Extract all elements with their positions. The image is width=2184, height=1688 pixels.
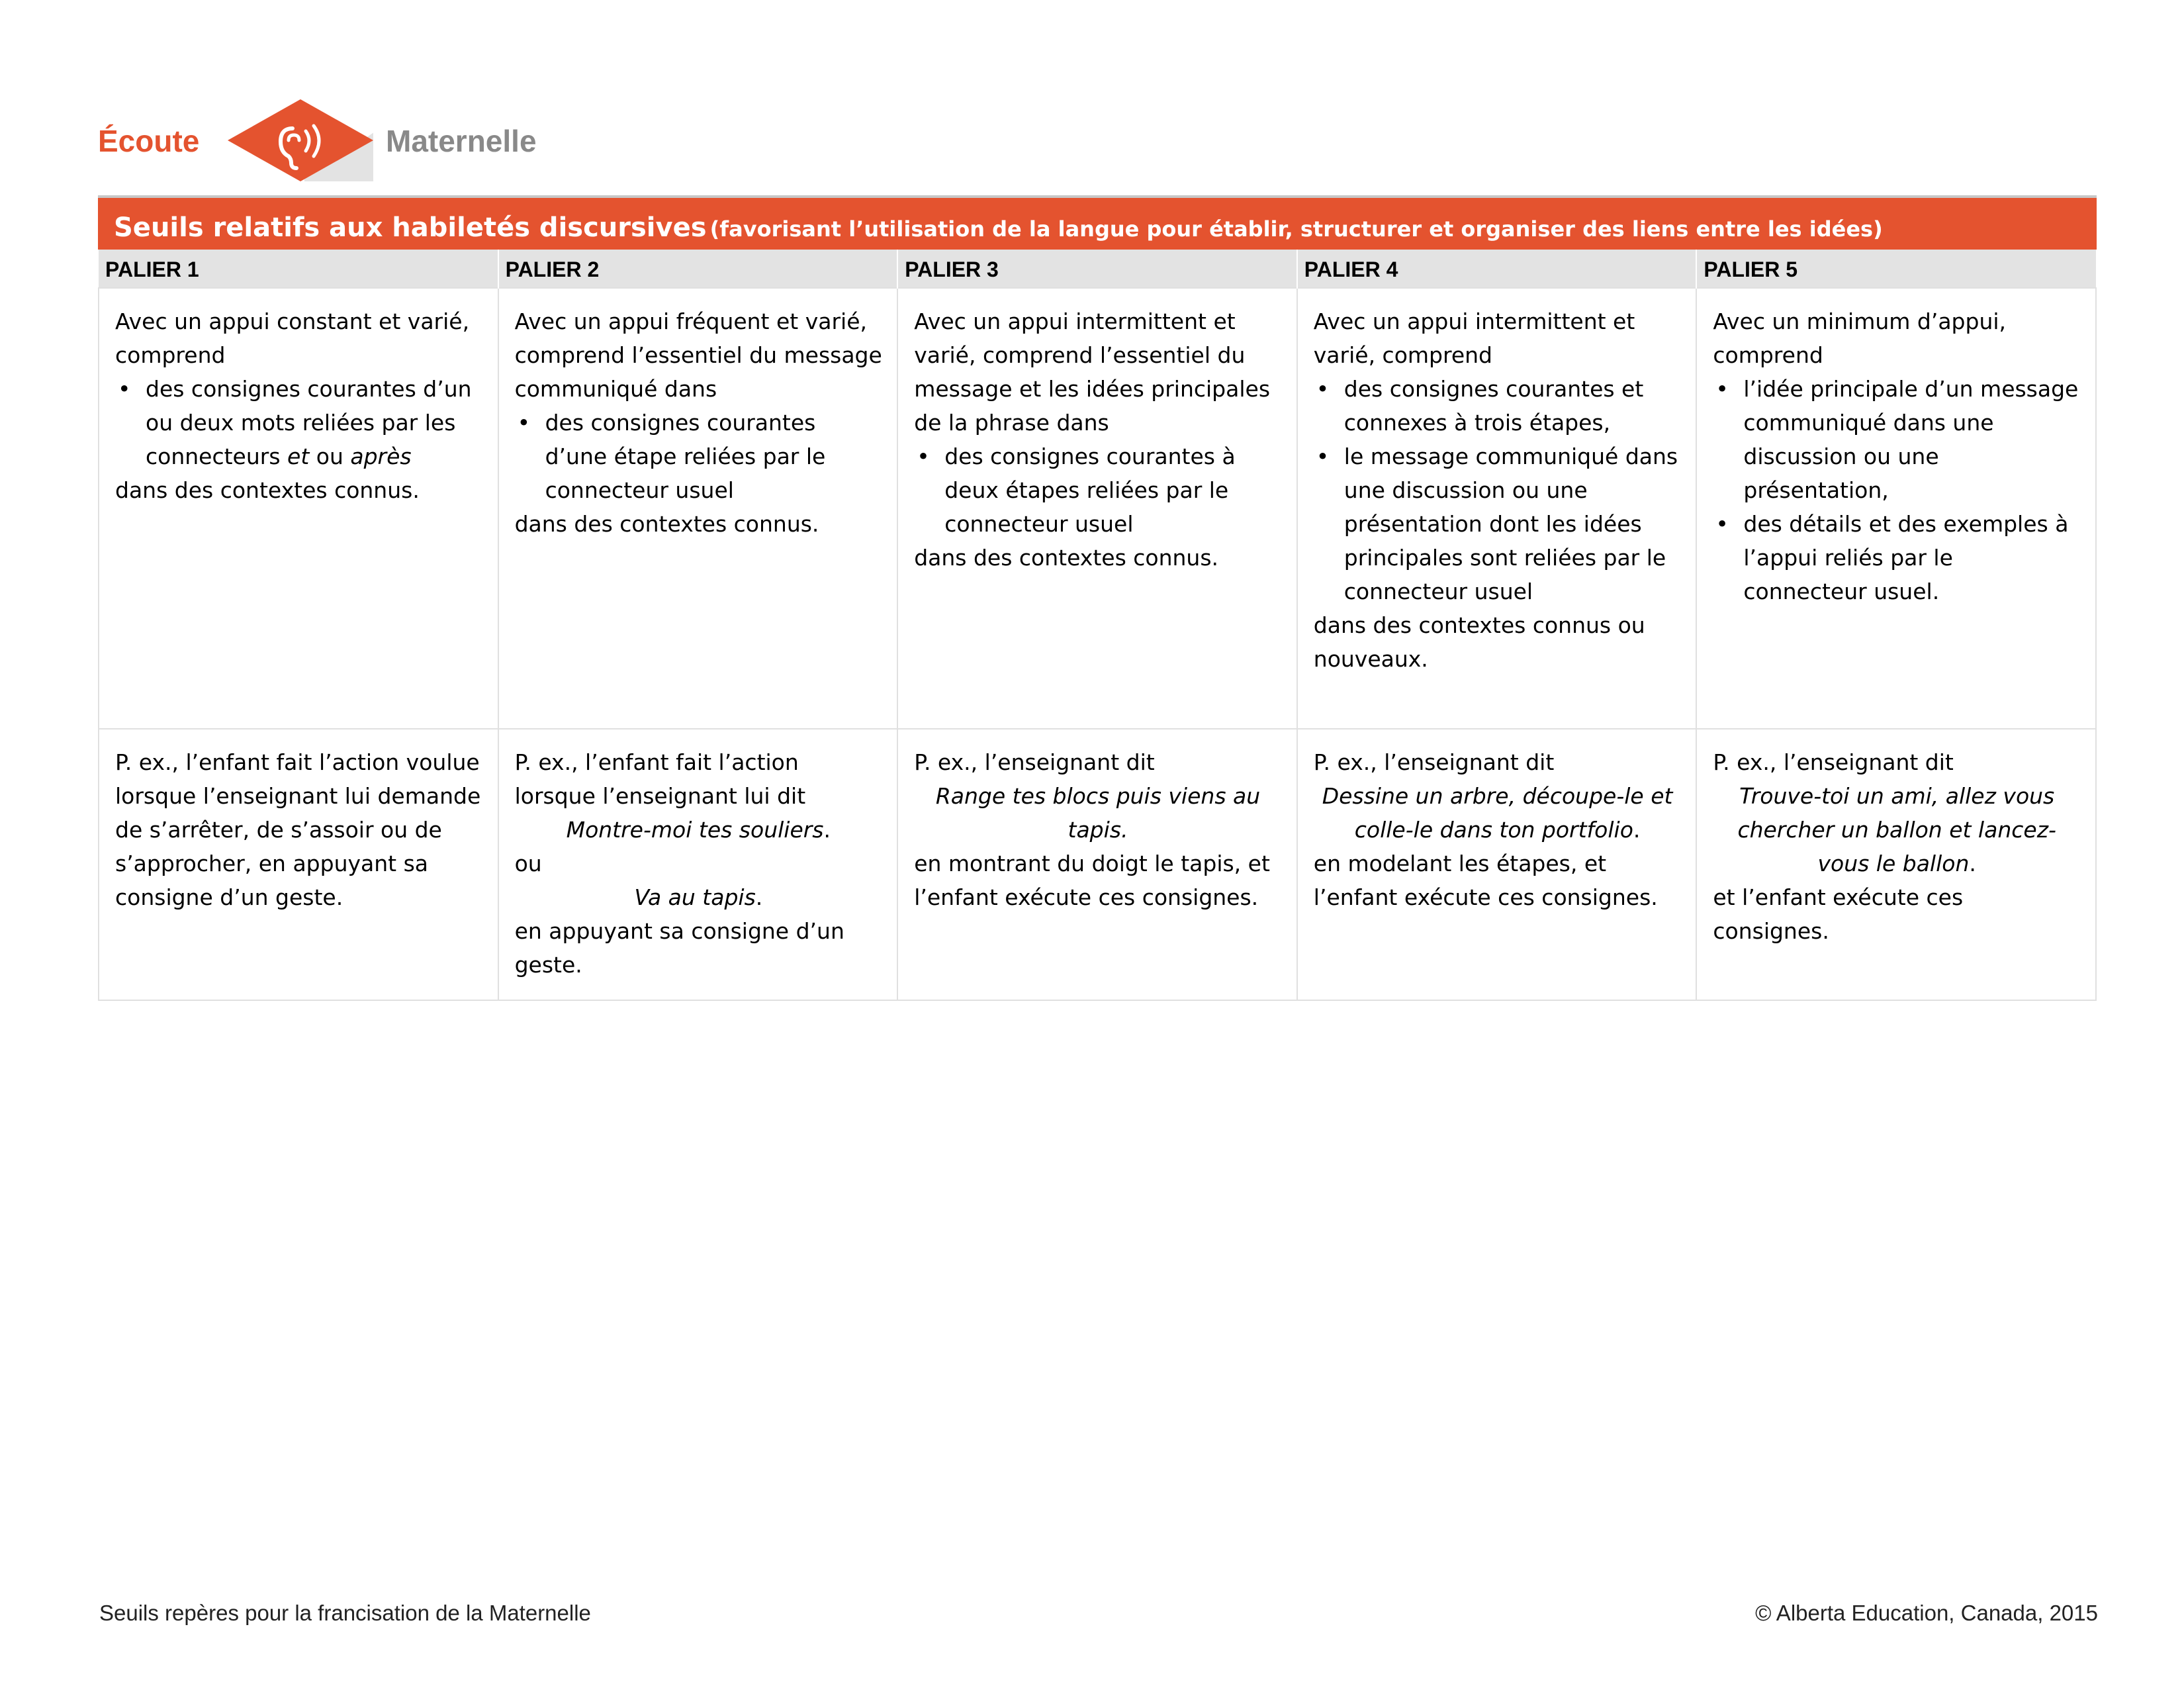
table-cell: Avec un minimum d’appui, comprend • l’idée principale d’un message communiqué dans une discussion ou une présentation, • des détails et des exemples à l’appui reliés par le connecteur usuel.: [1696, 288, 2096, 729]
table-row: [99, 288, 2096, 729]
table-cell: Avec un appui constant et varié, comprend • des consignes courantes d’un ou deux mots reliées par les connecteurs et ou après dans des contextes connus.: [99, 288, 498, 729]
table-subtitle: (favorisant l’utilisation de la langue pour établir, structurer et organiser des liens entre les idées): [709, 216, 1883, 242]
table-cell: Avec un appui intermittent et varié, comprend • des consignes courantes et connexes à trois étapes, • le message communiqué dans une discussion ou une présentation dont les idées principales sont reliées par le connecteur usuel dans des contextes connus ou nouveaux.: [1297, 288, 1697, 729]
table-cell: P. ex., l’enseignant dit Dessine un arbre, découpe-le et colle-le dans ton portfolio. en modelant les étapes, et l’enfant exécute ces consignes.: [1297, 729, 1697, 1000]
table-cell: P. ex., l’enseignant dit Range tes blocs puis viens au tapis. en montrant du doigt le tapis, et l’enfant exécute ces consignes.: [897, 729, 1297, 1000]
table-row: [99, 729, 2096, 1000]
footer-document-title: Seuils repères pour la francisation de la Maternelle: [99, 1601, 591, 1625]
table-header-row: [99, 250, 2096, 288]
table-cell: P. ex., l’enseignant dit Trouve-toi un ami, allez vous chercher un ballon et lancez-vous le ballon. et l’enfant exécute ces consignes.: [1696, 729, 2096, 1000]
table-cell: Avec un appui fréquent et varié, comprend l’essentiel du message communiqué dans • des consignes courantes d’une étape reliées par le connecteur usuel dans des contextes connus.: [498, 288, 898, 729]
header-domain-label: Écoute: [98, 124, 200, 158]
table-cell: Avec un appui intermittent et varié, comprend l’essentiel du message et les idées principales de la phrase dans • des consignes courantes à deux étapes reliées par le connecteur usuel dans des contextes connus.: [897, 288, 1297, 729]
column-header: PALIER 3: [897, 250, 1297, 288]
table-cell: P. ex., l’enfant fait l’action lorsque l’enseignant lui dit Montre-moi tes souliers. ou Va au tapis. en appuyant sa consigne d’un geste.: [498, 729, 898, 1000]
header-grade-label: Maternelle: [386, 124, 537, 158]
table-cell: P. ex., l’enfant fait l’action voulue lorsque l’enseignant lui demande de s’arrêter, de s’assoir ou de s’approcher, en appuyant sa consigne d’un geste.: [99, 729, 498, 1000]
thresholds-table: [98, 195, 2097, 1001]
table-title: Seuils relatifs aux habiletés discursives: [114, 212, 707, 243]
ear-sound-icon: [228, 99, 373, 181]
table-title-bar: [98, 195, 2097, 250]
column-header: PALIER 2: [498, 250, 898, 288]
column-header: PALIER 1: [99, 250, 498, 288]
column-header: PALIER 5: [1696, 250, 2096, 288]
column-header: PALIER 4: [1297, 250, 1697, 288]
footer-copyright: © Alberta Education, Canada, 2015: [1755, 1601, 2098, 1625]
page-header: [98, 99, 601, 195]
